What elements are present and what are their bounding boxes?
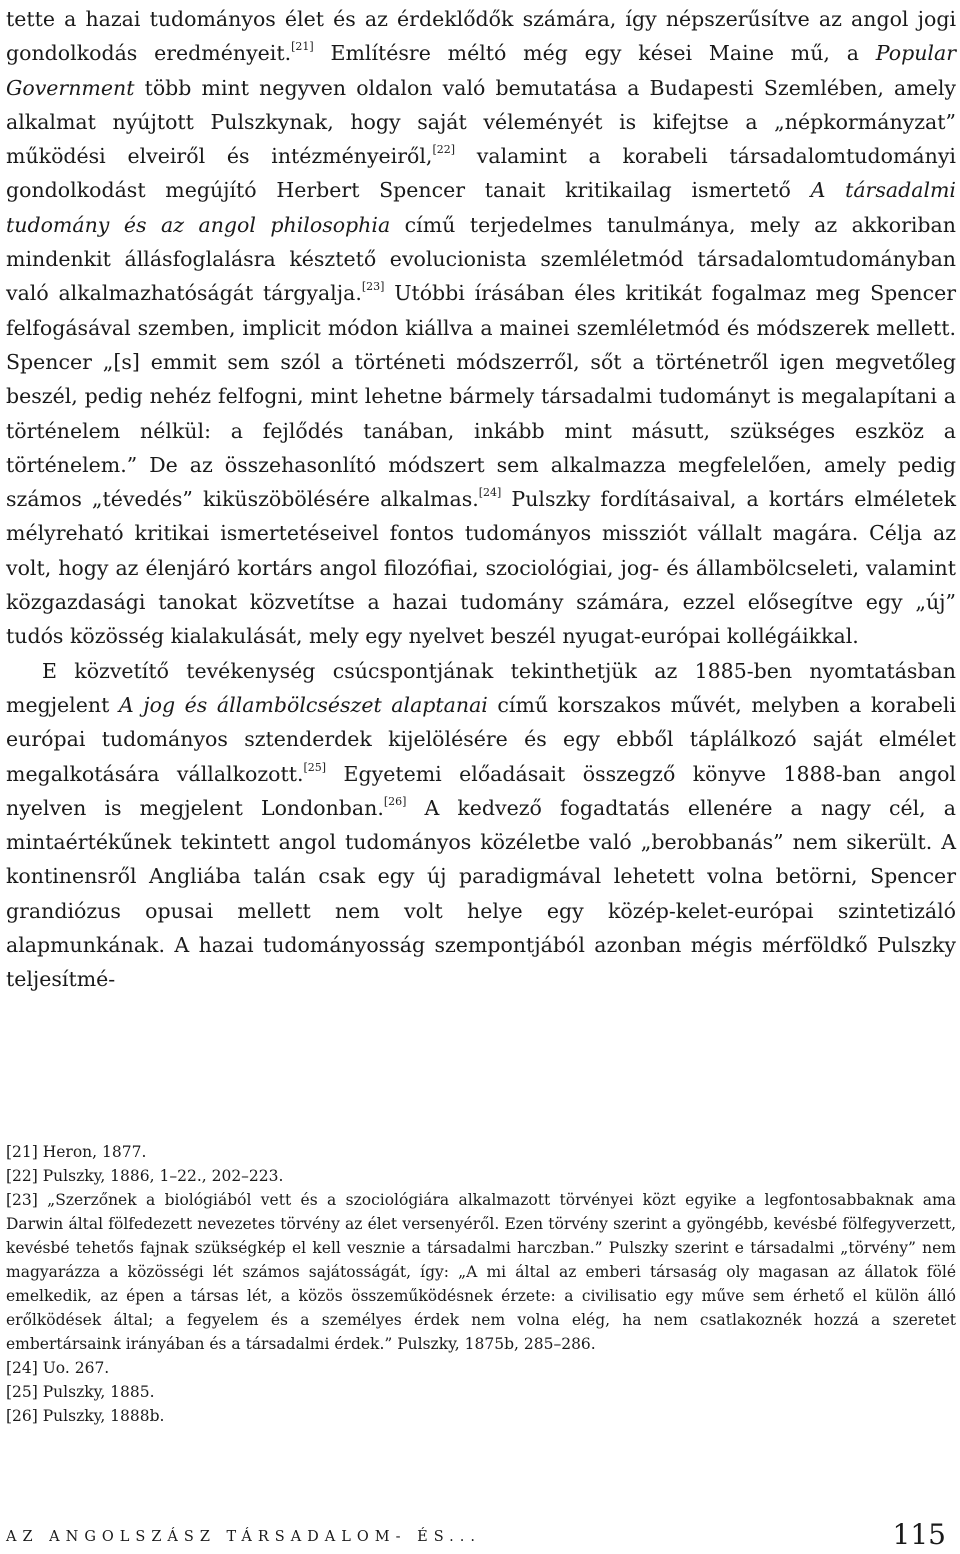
- text-run: valamint a korabeli társadalomtudományi gondolkodást megújító Herbert Spencer tanait kritikailag ismertető: [6, 144, 956, 203]
- italic-title: A társadalmi tudomány és az angol philosophia: [6, 178, 956, 237]
- text-run: E közvetítő tevékenység csúcspontjának tekinthetjük az 1885-ben nyomtatásban megjelent: [6, 658, 956, 717]
- text-run: tette a hazai tudományos élet és az érdeklődők számára, így népszerűsítve az angol jogi gondolkodás eredményeit.: [6, 7, 956, 66]
- footnote-reference: [25]: [303, 760, 327, 774]
- paragraph: [6, 2, 956, 654]
- footnote-reference: [22]: [432, 143, 456, 157]
- text-run: Egyetemi előadásait összegző könyve 1888-ban angol nyelven is megjelent Londonban.: [6, 761, 956, 820]
- footnote: [21] Heron, 1877.: [6, 1143, 147, 1161]
- running-head: AZ ANGOLSZÁSZ TÁRSADALOM- ÉS...: [6, 1529, 481, 1545]
- page-number: 115: [892, 1518, 946, 1551]
- footnote: [25] Pulszky, 1885.: [6, 1383, 155, 1401]
- footnotes: [6, 1140, 956, 1428]
- text-run: több mint negyven oldalon való bemutatása a Budapesti Szemlében, amely alkalmat nyújtott Pulszkynak, hogy saját véleményét is kifejtse a „népkormányzat” működési elveiről és intézményeiről,: [6, 75, 956, 169]
- footnote: [22] Pulszky, 1886, 1–22., 202–223.: [6, 1167, 284, 1185]
- text-run: című korszakos művét, melyben a korabeli európai tudományos sztenderdek kijelölésére és egy ebből táplálkozó saját elmélet megalkotására vállalkozott.: [6, 692, 957, 786]
- footnote: [26] Pulszky, 1888b.: [6, 1407, 165, 1425]
- text-run: Pulszky fordításaival, a kortárs elméletek mélyreható kritikai ismertetéseivel fontos tudományos missziót vállalt magára. Célja az volt, hogy az élenjáró kortárs angol filozófiai, szociológiai, jog- és állambölcseleti, valamint közgazdasági tanokat közvetítse a hazai tudomány számára, ezzel elősegítve egy „új” tudós közösség kialakulását, mely egy nyelvet beszél nyugat-európai kollégáikkal.: [6, 487, 957, 649]
- italic-title: Popular Government: [6, 41, 956, 100]
- footnote: [24] Uo. 267.: [6, 1359, 110, 1377]
- footnote: [23] „Szerzőnek a biológiából vett és a szociológiára alkalmazott törvényei közt egyike a legfontosabbaknak ama Darwin által fölfedezett nevezetes törvény az élet versenyéről. Ezen törvény szerint a gyöngébb, kevésbé fölfegyverzett, kevésbé tehetős fajnak szükségkép el kell vesznie a társadalmi harczban.” Pulszky szerint e társadalmi „törvény” nem magyarázza a közösségi lét számos sajátosságát, így: „A mi által az emberi társaság oly magasan az állatok fölé emelkedik, az épen a társas lét, a közös összeműködésnek érzete: a civilisatio egy műve sem érhető el külön álló erőlködések által; a fegyelem és a személyes érdek nem volna elég, ha nem csatlakoznék hozzá a szeretet embertársaink irányában és a társadalmi érdek.” Pulszky, 1875b, 285–286.: [6, 1191, 956, 1353]
- text-run: Említésre méltó még egy kései Maine mű, a: [313, 41, 876, 66]
- footnote-reference: [26]: [383, 794, 407, 808]
- paragraph: [6, 654, 956, 997]
- italic-title: A jog és állambölcsészet alaptanai: [118, 692, 488, 717]
- footnote-reference: [24]: [478, 486, 502, 500]
- text-run: A kedvező fogadtatás ellenére a nagy cél, a mintaértékűnek tekintett angol tudományos közéletbe való „berobbanás” nem sikerült. A kontinensről Angliába talán csak egy új paradigmával lehetett volna betörni, Spencer grandiózus opusai mellett nem volt helye egy közép-kelet-európai szintetizáló alapmunkának. A hazai tudományosság szempontjából azonban mégis mérföldkő Pulszky teljesítmé-: [6, 795, 956, 992]
- text-run: Utóbbi írásában éles kritikát fogalmaz meg Spencer felfogásával szemben, implicit módon kiállva a mainei szemléletmód és módszerek mellett. Spencer „[s] emmit sem szól a történeti módszerről, sőt a történetről igen megvetőleg beszél, pedig nehéz felfogni, mint lehetne bármely társadalmi tudományt is megalapítani a történelem nélkül: a fejlődés tanában, inkább mint másutt, szükséges eszköz a történelem.” De az összehasonlító módszert sem alkalmazza megfelelően, amely pedig számos „tévedés” kiküszöbölésére alkalmas.: [6, 281, 956, 512]
- footnote-reference: [23]: [361, 280, 385, 294]
- main-text: [6, 2, 956, 997]
- text-run: című terjedelmes tanulmánya, mely az akkoriban mindenkit állásfoglalásra késztető evolucionista szemléletmód társadalomtudományban való alkalmazhatóságát tárgyalja.: [6, 212, 956, 306]
- page-footer: [6, 1515, 946, 1549]
- footnote-reference: [21]: [291, 40, 314, 54]
